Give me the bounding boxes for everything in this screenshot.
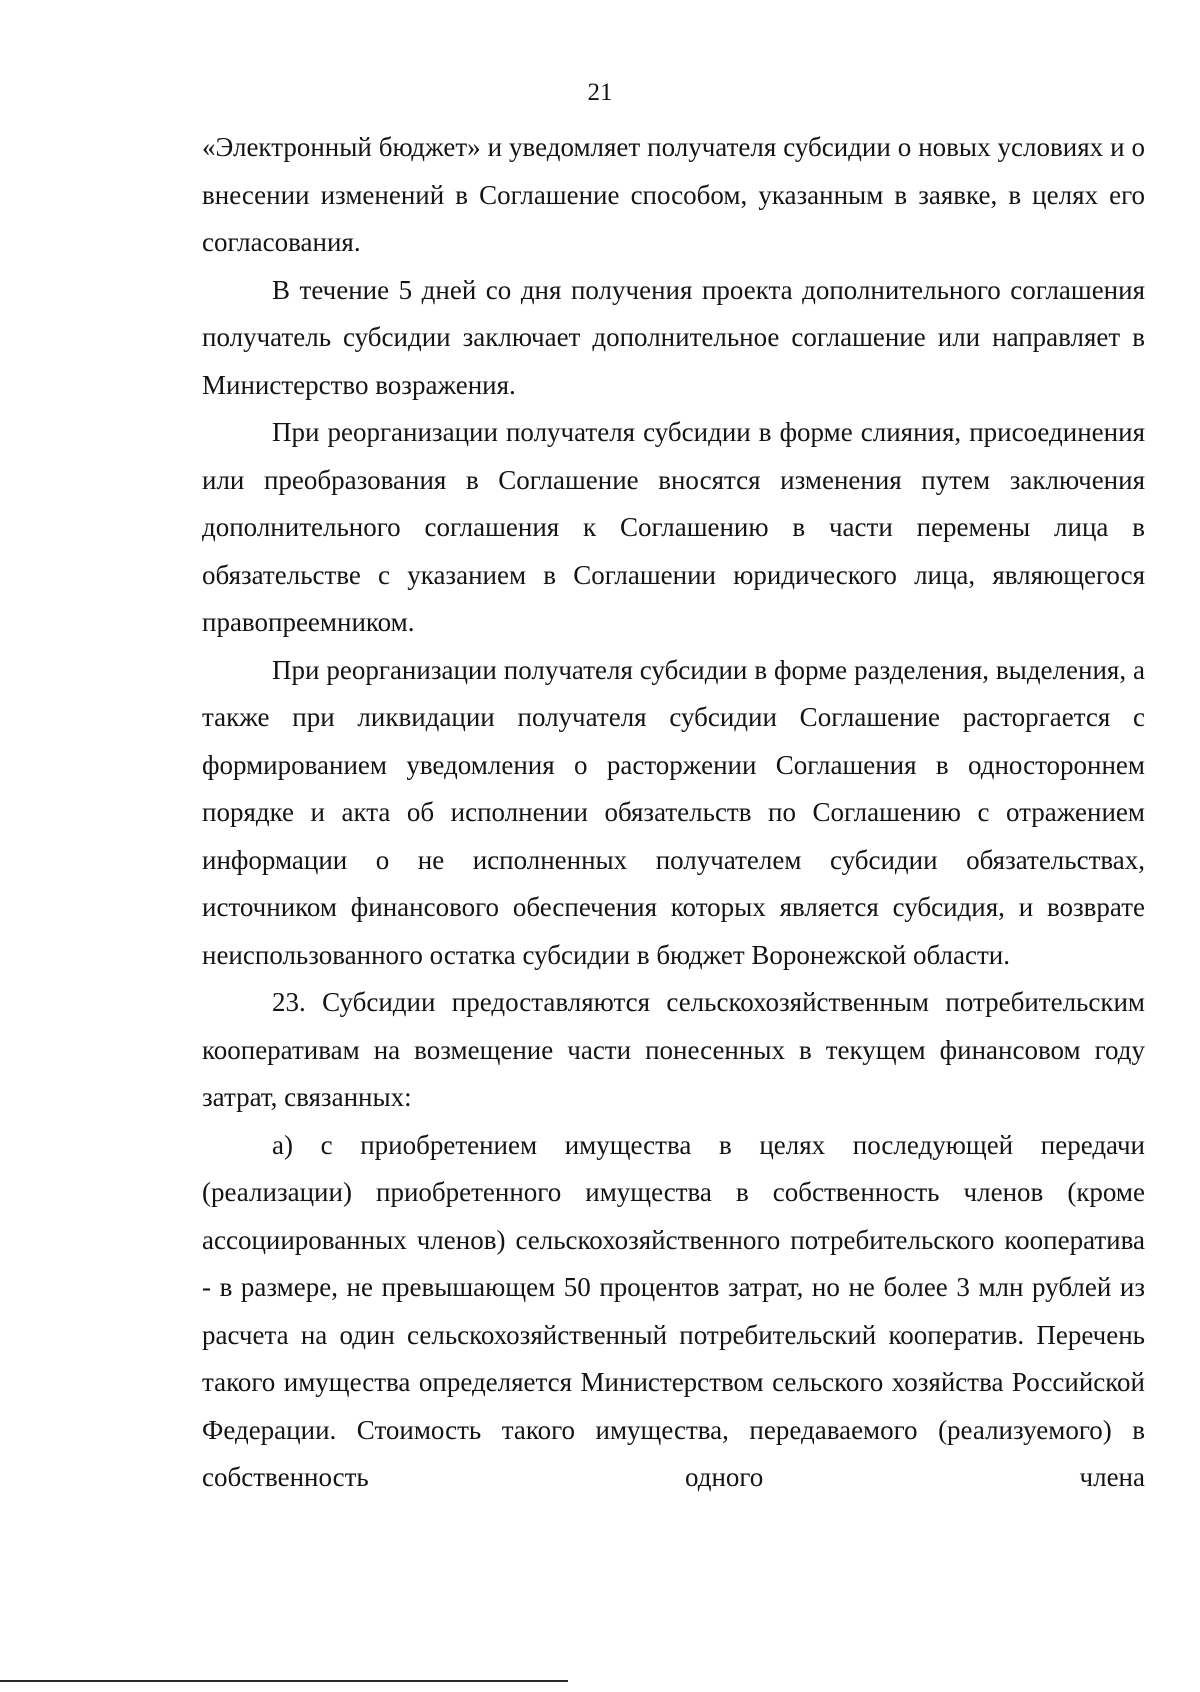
paragraph-additional-agreement-term: В течение 5 дней со дня получения проекта дополнительного соглашения получатель субсидии заключает дополнительное соглашение или направляет в Министерство возражения. — [202, 274, 1145, 400]
bottom-rule — [0, 1680, 568, 1682]
paragraph-reorganization-division: При реорганизации получателя субсидии в форме разделения, выделения, а также при ликвидации получателя субсидии Соглашение расторгается с формированием уведомления о расторжении Соглашения в одностороннем порядке и акта об исполнении обязательств по Соглашению с отражением информации о не исполненных получателем субсидии обязательствах, источником финансового обеспечения которых является субсидия, и возврате неиспользованного остатка субсидии в бюджет Воронежской области. — [202, 654, 1145, 970]
paragraph-continuation: «Электронный бюджет» и уведомляет получателя субсидии о новых условиях и о внесении изменений в Соглашение способом, указанным в заявке, в целях его согласования. — [202, 132, 1145, 257]
paragraph-item-23: 23. Субсидии предоставляются сельскохозяйственным потребительским кооперативам на возмещение части понесенных в текущем финансовом году затрат, связанных: — [202, 987, 1145, 1112]
paragraph-reorganization-merger: При реорганизации получателя субсидии в форме слияния, присоединения или преобразования в Соглашение вносятся изменения путем заключения дополнительного соглашения к Соглашению в части перемены лица в обязательстве с указанием в Соглашении юридического лица, являющегося правопреемником. — [202, 417, 1145, 637]
document-body — [202, 124, 1145, 1502]
paragraph-item-23-a: а) с приобретением имущества в целях последующей передачи (реализации) приобретенного имущества в собственность членов (кроме ассоциированных членов) сельскохозяйственного потребительского кооператива - в размере, не превышающем 50 процентов затрат, но не более 3 млн рублей из расчета на один сельскохозяйственный потребительский кооператив. Перечень такого имущества определяется Министерством сельского хозяйства Российской Федерации. Стоимость такого имущества, передаваемого (реализуемого) в собственность одного члена — [202, 1129, 1145, 1492]
page-number: 21 — [587, 79, 613, 106]
